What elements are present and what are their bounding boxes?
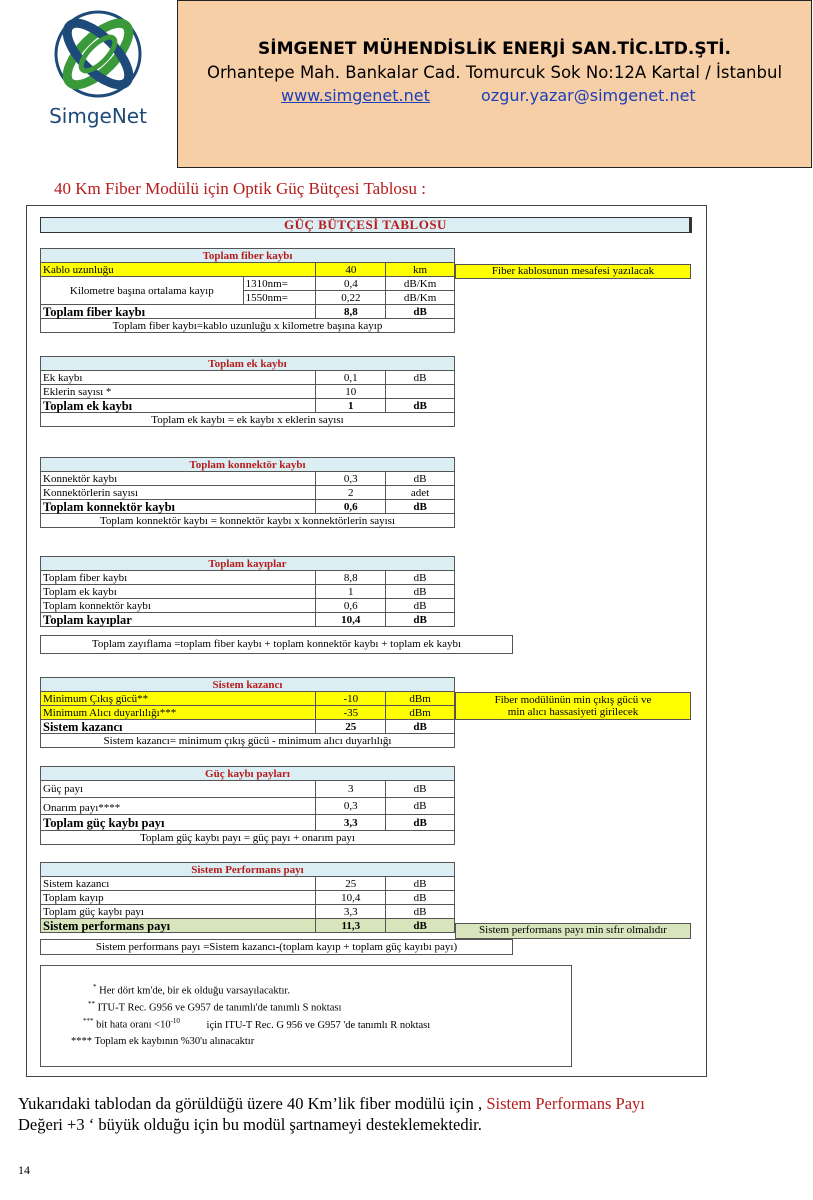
total-label: Toplam kayıplar: [41, 613, 316, 627]
splice-loss-table: [40, 356, 455, 427]
row-value: 25: [316, 877, 386, 891]
row-label: Toplam kayıp: [41, 891, 316, 905]
row-unit: dB: [386, 781, 455, 798]
total-label: Toplam ek kaybı: [41, 399, 316, 413]
side-note: [455, 692, 691, 720]
footnote-text: bit hata oranı <10: [96, 1019, 171, 1031]
row-unit: [386, 385, 455, 399]
conclusion-text: Yukarıdaki tablodan da görüldüğü üzere 40 Km’lik fiber modülü için ,: [18, 1094, 487, 1113]
row-label: Konnektör kaybı: [41, 472, 316, 486]
row-value: 1: [316, 585, 386, 599]
row-unit: dB: [386, 585, 455, 599]
footnote-mark: ***: [83, 1017, 94, 1025]
fiber-loss-table: [40, 248, 455, 333]
row-value: 0,1: [316, 371, 386, 385]
side-note: Sistem performans payı min sıfır olmalıdır: [455, 923, 691, 939]
document-title: 40 Km Fiber Modülü için Optik Güç Bütçesi Tablosu :: [54, 179, 426, 198]
connector-loss-table: [40, 457, 455, 528]
footnote-mark: ****: [71, 1036, 92, 1047]
row-unit: dB: [386, 877, 455, 891]
row-unit: dBm: [386, 706, 455, 720]
row-unit: dB: [386, 891, 455, 905]
row-label: Konnektörlerin sayısı: [41, 486, 316, 500]
row-unit: dB: [386, 798, 455, 815]
row-label: Sistem kazancı: [41, 877, 316, 891]
total-unit: dB: [386, 399, 455, 413]
side-note-line: min alıcı hassasiyeti girilecek: [507, 706, 639, 718]
formula: Toplam ek kaybı = ek kaybı x eklerin sayısı: [41, 413, 455, 427]
footnote: [93, 983, 290, 997]
conclusion-paragraph: [18, 1093, 798, 1135]
footnote-mark: **: [88, 1000, 95, 1008]
side-note-line: Fiber modülünün min çıkış gücü ve: [494, 694, 652, 706]
total-value: 8,8: [316, 305, 386, 319]
total-unit: dB: [386, 305, 455, 319]
total-value: 1: [316, 399, 386, 413]
total-unit: dB: [386, 815, 455, 831]
row-label: Eklerin sayısı *: [41, 385, 316, 399]
total-value: 10,4: [316, 613, 386, 627]
row-unit: km: [386, 263, 455, 277]
total-unit: dB: [386, 919, 455, 933]
company-logo: [18, 0, 178, 168]
row-value: 3,3: [316, 905, 386, 919]
row-value: -35: [316, 706, 386, 720]
company-address: Orhantepe Mah. Bankalar Cad. Tomurcuk Sok No:12A Kartal / İstanbul: [206, 63, 783, 82]
formula: Toplam güç kaybı payı = güç payı + onarım payı: [41, 831, 455, 845]
formula: Toplam zayıflama =toplam fiber kaybı + toplam konnektör kaybı + toplam ek kaybı: [40, 635, 513, 654]
section-header: Sistem kazancı: [41, 678, 455, 692]
footnote: [83, 1017, 430, 1031]
row-value: 2: [316, 486, 386, 500]
row-unit: dB/Km: [386, 277, 455, 291]
total-value: 3,3: [316, 815, 386, 831]
section-header: Toplam fiber kaybı: [41, 249, 455, 263]
formula: Sistem kazancı= minimum çıkış gücü - minimum alıcı duyarlılığı: [41, 734, 455, 748]
row-unit: dB/Km: [386, 291, 455, 305]
website-link[interactable]: www.simgenet.net: [281, 86, 430, 105]
row-value: 40: [316, 263, 386, 277]
company-name: SİMGENET MÜHENDİSLİK ENERJİ SAN.TİC.LTD.ŞTİ.: [258, 39, 731, 59]
total-value: 0,6: [316, 500, 386, 514]
total-label: Sistem kazancı: [41, 720, 316, 734]
row-value: 0,4: [316, 277, 386, 291]
main-table-title: GÜÇ BÜTÇESİ TABLOSU: [40, 217, 691, 233]
total-unit: dB: [386, 500, 455, 514]
formula: Toplam fiber kaybı=kablo uzunluğu x kilometre başına kayıp: [41, 319, 455, 333]
row-label: Minimum Alıcı duyarlılığı***: [41, 706, 316, 720]
total-unit: dB: [386, 613, 455, 627]
system-gain-table: [40, 677, 455, 748]
footnotes-box: [40, 965, 572, 1067]
total-label: Toplam güç kaybı payı: [41, 815, 316, 831]
row-sublabel: 1310nm=: [243, 277, 316, 291]
total-label: Sistem performans payı: [41, 919, 316, 933]
power-margin-table: [40, 766, 455, 845]
row-label: Toplam konnektör kaybı: [41, 599, 316, 613]
row-unit: dBm: [386, 692, 455, 706]
footnote-exponent: -10: [170, 1017, 180, 1025]
row-sublabel: 1550nm=: [243, 291, 316, 305]
conclusion-highlight: Sistem Performans Payı: [486, 1094, 645, 1113]
page-number: 14: [18, 1163, 30, 1177]
row-label: Kablo uzunluğu: [41, 263, 316, 277]
row-value: 0,3: [316, 472, 386, 486]
side-note: Fiber kablosunun mesafesi yazılacak: [455, 264, 691, 279]
row-value: 8,8: [316, 571, 386, 585]
logo-text: SimgeNet: [49, 104, 147, 128]
row-unit: dB: [386, 599, 455, 613]
section-header: Toplam konnektör kaybı: [41, 458, 455, 472]
row-label: Toplam fiber kaybı: [41, 571, 316, 585]
row-value: 3: [316, 781, 386, 798]
row-unit: dB: [386, 905, 455, 919]
total-value: 11,3: [316, 919, 386, 933]
section-header: Güç kaybı payları: [41, 767, 455, 781]
row-label: Onarım payı****: [41, 798, 316, 815]
footnote: [88, 1000, 341, 1014]
total-value: 25: [316, 720, 386, 734]
performance-margin-table: [40, 862, 455, 933]
footnote: [71, 1036, 254, 1047]
total-label: Toplam konnektör kaybı: [41, 500, 316, 514]
footnote-mark: *: [93, 983, 97, 991]
total-unit: dB: [386, 720, 455, 734]
row-label: Minimum Çıkış gücü**: [41, 692, 316, 706]
globe-logo-icon: [18, 0, 178, 104]
section-header: Sistem Performans payı: [41, 863, 455, 877]
row-label: Toplam ek kaybı: [41, 585, 316, 599]
section-header: Toplam ek kaybı: [41, 357, 455, 371]
row-unit: adet: [386, 486, 455, 500]
row-label: Güç payı: [41, 781, 316, 798]
row-label: Ek kaybı: [41, 371, 316, 385]
row-unit: dB: [386, 472, 455, 486]
row-unit: dB: [386, 571, 455, 585]
conclusion-text: Değeri +3 ‘ büyük olduğu için bu modül şartnameyi desteklemektedir.: [18, 1115, 482, 1134]
row-value: -10: [316, 692, 386, 706]
row-value: 10: [316, 385, 386, 399]
footnote-text: Her dört km'de, bir ek olduğu varsayılacaktır.: [99, 985, 290, 997]
formula: Sistem performans payı =Sistem kazancı-(toplam kayıp + toplam güç kayıbı payı): [40, 939, 513, 955]
footnote-text: için ITU-T Rec. G 956 ve G957 'de tanımlı R noktası: [206, 1019, 431, 1031]
section-header: Toplam kayıplar: [41, 557, 455, 571]
footnote-text: Toplam ek kaybının %30'u alınacaktır: [94, 1036, 255, 1047]
total-label: Toplam fiber kaybı: [41, 305, 316, 319]
total-losses-table: [40, 556, 455, 627]
footnote-text: ITU-T Rec. G956 ve G957 de tanımlı'de tanımlı S noktası: [97, 1002, 342, 1014]
row-label: Toplam güç kaybı payı: [41, 905, 316, 919]
row-value: 0,22: [316, 291, 386, 305]
row-value: 10,4: [316, 891, 386, 905]
row-value: 0,3: [316, 798, 386, 815]
row-unit: dB: [386, 371, 455, 385]
email-address[interactable]: ozgur.yazar@simgenet.net: [481, 86, 696, 105]
formula: Toplam konnektör kaybı = konnektör kaybı x konnektörlerin sayısı: [41, 514, 455, 528]
row-label: Kilometre başına ortalama kayıp: [41, 277, 244, 305]
row-value: 0,6: [316, 599, 386, 613]
company-info: [178, 1, 811, 167]
